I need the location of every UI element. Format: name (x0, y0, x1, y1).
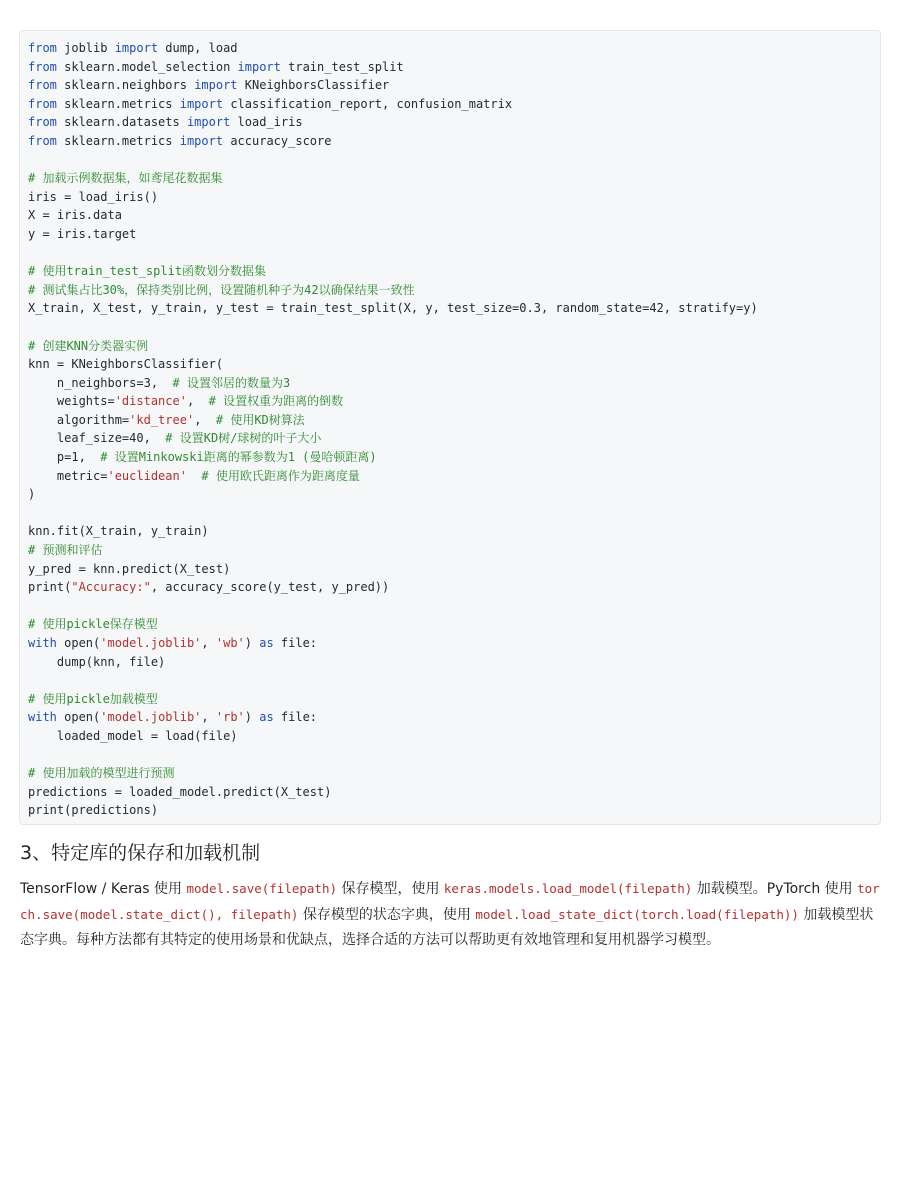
code-line (28, 801, 880, 820)
code-string: 'distance' (114, 394, 187, 409)
code-text: metric= (28, 468, 108, 483)
code-line (28, 355, 880, 374)
code-line (28, 392, 880, 411)
code-line (28, 746, 880, 765)
code-line (28, 653, 880, 672)
code-text: ) (244, 710, 260, 725)
paragraph-text: 保存模型的状态字典，使用 (298, 907, 476, 923)
code-comment: # 使用train_test_split函数划分数据集 (28, 264, 267, 279)
code-text: print(predictions) (28, 803, 159, 818)
code-text: file: (273, 710, 318, 725)
code-line (28, 318, 880, 337)
code-line (28, 448, 880, 467)
code-line (28, 58, 880, 77)
code-line (28, 95, 880, 114)
code-string: 'wb' (215, 636, 245, 650)
code-line (28, 244, 880, 263)
code-comment: # 设置邻居的数量为3 (172, 375, 291, 390)
code-line (28, 783, 880, 802)
code-comment: # 加载示例数据集，如鸢尾花数据集 (28, 171, 223, 186)
code-text: file: (273, 636, 318, 650)
code-string: 'kd_tree' (129, 412, 195, 427)
code-line (28, 262, 880, 281)
code-string: "Accuracy:" (71, 580, 151, 595)
code-line (28, 467, 880, 486)
code-line (28, 281, 880, 300)
code-keyword: import (179, 96, 224, 111)
inline-code: model.save(filepath) (186, 881, 337, 896)
paragraph (20, 876, 882, 953)
code-text: , (186, 394, 209, 409)
code-line (28, 485, 880, 504)
code-keyword: from (28, 133, 57, 148)
code-text: predictions = loaded_model.predict(X_test) (28, 784, 332, 799)
code-string: 'model.joblib' (100, 636, 202, 650)
code-keyword: as (259, 636, 274, 650)
code-text: n_neighbors=3, (28, 375, 173, 390)
code-line (28, 708, 880, 727)
code-keyword: as (259, 710, 274, 725)
code-line (28, 541, 880, 560)
code-text: open( (56, 710, 101, 725)
code-string: 'rb' (215, 710, 245, 725)
code-text: , (201, 636, 216, 650)
code-text: X = iris.data (28, 208, 122, 223)
code-line (28, 169, 880, 188)
code-comment: # 使用欧氏距离作为距离度量 (201, 468, 360, 483)
code-text: train_test_split (280, 59, 404, 74)
paragraph-text: 加载模型状态字典。每种方法都有其特定的使用场景和优缺点，选择合适的方法可以帮助更有效地管理和复用机器学习模型。 (20, 907, 874, 948)
code-comment: # 创建KNN分类器实例 (28, 338, 149, 353)
code-line (28, 411, 880, 430)
code-line (28, 39, 880, 58)
code-line (28, 188, 880, 207)
code-line (28, 206, 880, 225)
code-text: iris = load_iris() (28, 189, 159, 204)
code-line (28, 671, 880, 690)
code-text: , accuracy_score(y_test, y_pred)) (150, 580, 390, 595)
code-text: accuracy_score (223, 133, 332, 148)
code-text: classification_report, confusion_matrix (223, 96, 513, 111)
code-text: knn = KNeighborsClassifier( (28, 357, 224, 372)
code-line (28, 690, 880, 709)
code-text: y_pred = knn.predict(X_test) (28, 561, 231, 576)
code-line (28, 578, 880, 597)
paragraph-text: 保存模型，使用 (337, 881, 444, 897)
code-comment: # 使用pickle加载模型 (28, 691, 158, 706)
section-heading: 3、特定库的保存和加载机制 (20, 842, 261, 864)
code-keyword: from (28, 59, 57, 74)
code-text: ) (28, 487, 36, 502)
code-line (28, 597, 880, 616)
code-line (28, 522, 880, 541)
code-line (28, 634, 880, 653)
code-line (28, 374, 880, 393)
code-line (28, 429, 880, 448)
code-text: , (194, 412, 216, 427)
code-line (28, 764, 880, 783)
code-keyword: import (186, 115, 231, 130)
code-line (28, 299, 880, 318)
code-comment: # 测试集占比30%，保持类别比例，设置随机种子为42以确保结果一致性 (28, 282, 415, 297)
code-keyword: import (194, 78, 238, 93)
code-line (28, 225, 880, 244)
code-text: y = iris.target (28, 226, 137, 241)
code-text: ) (244, 636, 260, 650)
code-text: dump(knn, file) (28, 654, 166, 669)
code-text: , (201, 710, 216, 725)
code-comment: # 使用KD树算法 (215, 412, 305, 427)
code-text: weights= (28, 394, 115, 409)
code-comment: # 使用pickle保存模型 (28, 617, 158, 632)
code-line (28, 504, 880, 523)
code-comment: # 设置权重为距离的倒数 (208, 394, 344, 409)
code-keyword: from (28, 115, 57, 130)
inline-code: keras.models.load_model(filepath) (443, 881, 693, 896)
code-text: KNeighborsClassifier (237, 78, 390, 93)
code-line (28, 76, 880, 95)
code-keyword: import (114, 41, 159, 55)
code-text: sklearn.metrics (56, 133, 180, 148)
code-text: open( (56, 636, 101, 650)
inline-code: torch.save(model.state_dict(), filepath) (20, 881, 880, 922)
code-text: dump, load (158, 41, 238, 55)
code-keyword: from (28, 96, 57, 111)
code-line (28, 113, 880, 132)
code-text: sklearn.datasets (56, 115, 187, 130)
code-keyword: import (237, 59, 281, 74)
code-keyword: with (28, 636, 57, 650)
code-text: sklearn.metrics (56, 96, 180, 111)
code-line (28, 151, 880, 170)
code-line (28, 337, 880, 356)
code-text: leaf_size=40, (28, 431, 166, 446)
code-comment: # 使用加载的模型进行预测 (28, 766, 175, 781)
code-text: print( (28, 580, 72, 595)
code-keyword: from (28, 41, 57, 55)
inline-code: model.load_state_dict(torch.load(filepath)) (475, 907, 799, 922)
code-text: knn.fit(X_train, y_train) (28, 524, 209, 539)
code-string: 'model.joblib' (100, 710, 202, 725)
code-line (28, 132, 880, 151)
code-keyword: with (28, 710, 57, 725)
code-line (28, 615, 880, 634)
paragraph-text: TensorFlow / Keras 使用 (20, 881, 187, 897)
code-line (28, 727, 880, 746)
code-comment: # 设置KD树/球树的叶子大小 (165, 431, 322, 446)
code-line (28, 560, 880, 579)
code-text (187, 469, 201, 483)
code-text: loaded_model = load(file) (28, 728, 238, 743)
code-text: p=1, (28, 450, 101, 465)
code-text: X_train, X_test, y_train, y_test = train_test_split(X, y, test_size=0.3, random_state=42, stratify=y) (28, 301, 758, 316)
code-keyword: from (28, 78, 57, 93)
code-comment: # 设置Minkowski距离的幂参数为1 (曼哈顿距离) (100, 450, 377, 465)
code-text: algorithm= (28, 412, 130, 427)
code-text: sklearn.model_selection (56, 59, 238, 74)
code-string: 'euclidean' (107, 468, 187, 483)
code-text: joblib (56, 41, 115, 55)
code-comment: # 预测和评估 (28, 543, 103, 558)
paragraph-text: 加载模型。PyTorch 使用 (692, 881, 858, 897)
code-keyword: import (179, 133, 224, 148)
code-text: load_iris (230, 115, 303, 130)
code-text: sklearn.neighbors (56, 78, 195, 93)
code-block (19, 30, 881, 825)
